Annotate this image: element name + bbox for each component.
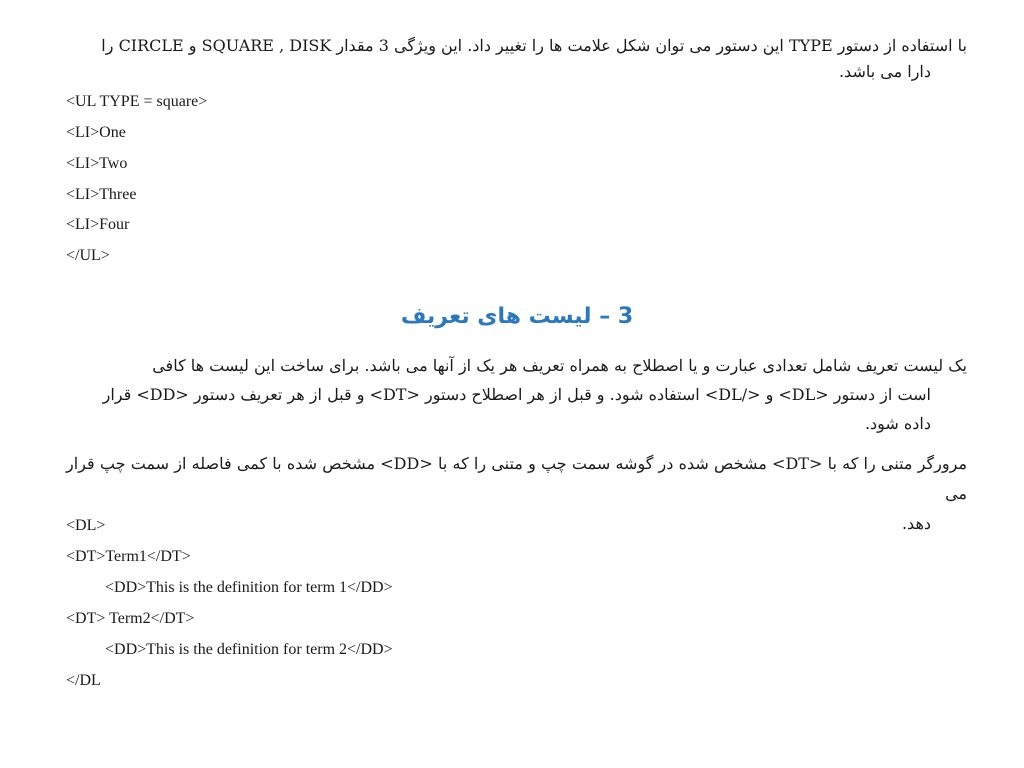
ul-code-line-6: </UL> <box>66 247 110 264</box>
intro-line-2: دارا می باشد. <box>838 62 931 81</box>
definition-line-1: یک لیست تعریف شامل تعدادی عبارت و یا اصطلاح به همراه تعریف هر یک از آنها می باشد. برای ساخت این لیست ها کافی <box>152 356 967 375</box>
intro-line-1: با استفاده از دستور TYPE این دستور می توان شکل علامت ها را تغییر داد. این ویژگی 3 مقدار SQUARE , DISK و CIRCLE را <box>101 36 967 55</box>
ul-code-line-3: <LI>Two <box>66 155 128 172</box>
ul-code-line-5: <LI>Four <box>66 216 130 233</box>
ul-code-line-1: <UL TYPE = square> <box>66 93 208 110</box>
ul-code-line-4: <LI>Three <box>66 186 137 203</box>
ul-code-line-2: <LI>One <box>66 124 126 141</box>
browser-paragraph <box>66 449 967 539</box>
dl-code-line-6: </DL <box>66 672 101 689</box>
browser-line-2: دهد. <box>901 514 931 533</box>
definition-line-3: داده شود. <box>864 414 931 433</box>
definition-line-2: است از دستور <DL> و </DL> استفاده شود. و قبل از هر اصطلاح دستور <DT> و قبل از هر تعریف دستور <DD> قرار <box>102 385 931 404</box>
dl-code-line-2: <DT>Term1</DT> <box>66 548 191 565</box>
dl-code-line-3: <DD>This is the definition for term 1</DD> <box>105 579 393 596</box>
dl-code-line-5: <DD>This is the definition for term 2</DD> <box>105 641 393 658</box>
dl-code-line-1: <DL> <box>66 517 106 534</box>
intro-paragraph <box>66 33 967 85</box>
definition-paragraph <box>66 351 967 438</box>
section-heading: 3 – لیست های تعریف <box>400 304 634 329</box>
browser-line-1: مرورگر متنی را که با <DT> مشخص شده در گوشه سمت چپ و متنی را که با <DD> مشخص شده با کمی فاصله از سمت چپ قرار می <box>66 454 968 503</box>
dl-code-line-4: <DT> Term2</DT> <box>66 610 195 627</box>
